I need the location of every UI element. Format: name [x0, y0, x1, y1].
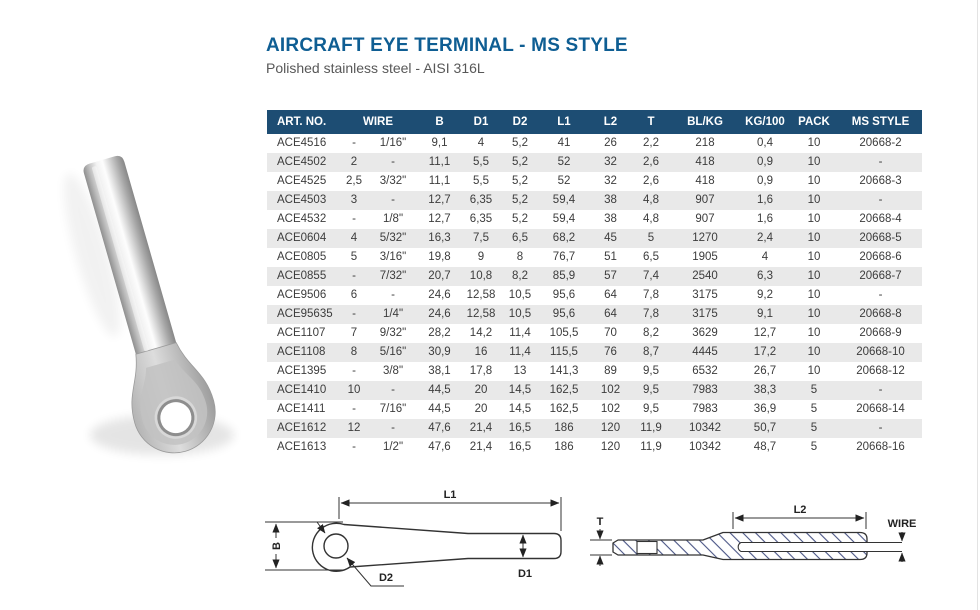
- table-cell: 1905: [692, 251, 718, 263]
- table-cell: 11,1: [428, 156, 451, 168]
- table-cell: -: [878, 289, 883, 301]
- art-no-cell: ACE4516: [277, 137, 327, 149]
- table-cell: 4,8: [643, 213, 659, 225]
- table-row: [267, 153, 922, 172]
- table-cell: 10: [807, 251, 821, 263]
- column-header: ART. NO.: [267, 110, 339, 134]
- table-cell: 41: [557, 137, 571, 149]
- table-row: [267, 400, 922, 419]
- table-cell: 20668-6: [859, 251, 902, 263]
- table-cell: 5,2: [512, 175, 528, 187]
- table-cell: 105,5: [549, 327, 579, 339]
- drawing-side-view: [265, 497, 561, 586]
- table-cell: 20668-2: [859, 137, 902, 149]
- art-no-cell: ACE4532: [277, 213, 327, 225]
- table-cell: 17,8: [469, 365, 493, 377]
- table-cell: 11,9: [640, 441, 662, 453]
- table-row: [267, 229, 922, 248]
- art-no-cell: ACE0604: [277, 232, 327, 244]
- table-cell: 10: [807, 175, 821, 187]
- table-cell: 0,9: [757, 156, 773, 168]
- table-cell: 5/16": [379, 346, 407, 358]
- table-cell: 20668-16: [856, 441, 905, 453]
- table-cell: 120: [600, 422, 621, 434]
- table-cell: 5,5: [473, 175, 489, 187]
- table-cell: 17,2: [753, 346, 777, 358]
- table-row: [267, 362, 922, 381]
- table-cell: 19,8: [428, 251, 451, 263]
- table-cell: 95,6: [552, 308, 576, 320]
- table-cell: 1270: [692, 232, 718, 244]
- table-cell: 9,1: [431, 137, 448, 149]
- page-subtitle: Polished stainless steel - AISI 316L: [266, 60, 485, 76]
- table-cell: 10: [347, 384, 361, 396]
- table-cell: 5,2: [512, 156, 528, 168]
- table-cell: 10: [807, 194, 821, 206]
- table-cell: 10,8: [469, 270, 493, 282]
- column-header: WIRE: [339, 110, 417, 134]
- table-cell: 1/16": [379, 137, 407, 149]
- art-no-cell: ACE9506: [277, 289, 327, 301]
- table-cell: 12,7: [428, 213, 451, 225]
- table-row: [267, 210, 922, 229]
- table-cell: 21,4: [469, 422, 493, 434]
- table-cell: 4,8: [643, 194, 659, 206]
- table-cell: 24,6: [428, 289, 451, 301]
- table-cell: 907: [695, 213, 715, 225]
- table-cell: 20: [474, 403, 488, 415]
- table-row: [267, 134, 922, 153]
- table-cell: 5,5: [473, 156, 489, 168]
- table-cell: 8,2: [512, 270, 528, 282]
- table-cell: 44,5: [428, 384, 451, 396]
- table-cell: 10: [807, 346, 821, 358]
- table-cell: -: [391, 384, 395, 396]
- table-cell: 3175: [692, 289, 718, 301]
- table-cell: 20668-4: [859, 213, 902, 225]
- table-cell: 4: [477, 137, 485, 149]
- art-no-cell: ACE4525: [277, 175, 327, 187]
- art-no-cell: ACE4503: [277, 194, 327, 206]
- table-cell: 162,5: [549, 384, 579, 396]
- table-cell: 20668-8: [859, 308, 902, 320]
- table-cell: 13: [513, 365, 527, 377]
- table-cell: 9,5: [643, 365, 659, 377]
- table-cell: 8,2: [643, 327, 659, 339]
- dim-label-wire: WIRE: [887, 518, 917, 530]
- table-cell: 7,8: [643, 308, 659, 320]
- table-cell: 64: [604, 308, 617, 320]
- table-cell: 26: [604, 137, 617, 149]
- art-no-cell: ACE1612: [277, 422, 327, 434]
- table-cell: 3: [350, 194, 358, 206]
- table-cell: 20668-9: [859, 327, 902, 339]
- table-cell: 6,5: [512, 232, 528, 244]
- table-cell: 12,7: [753, 327, 777, 339]
- table-cell: 10: [807, 232, 821, 244]
- table-cell: 5: [350, 251, 358, 263]
- table-cell: 6532: [692, 365, 718, 377]
- table-cell: 4445: [692, 346, 718, 358]
- table-cell: 5,2: [512, 213, 528, 225]
- table-cell: 10: [807, 289, 821, 301]
- table-cell: 186: [554, 441, 574, 453]
- art-no-cell: ACE1107: [277, 327, 326, 339]
- table-cell: 20668-12: [856, 365, 905, 377]
- table-cell: 7: [350, 327, 358, 339]
- table-cell: 4: [350, 232, 358, 244]
- table-cell: 9/32": [379, 327, 407, 339]
- table-row: [267, 248, 922, 267]
- table-cell: 20,7: [428, 270, 451, 282]
- table-cell: 32: [604, 156, 617, 168]
- table-cell: -: [352, 365, 356, 377]
- column-header: L1: [540, 110, 588, 134]
- column-header: D2: [500, 110, 540, 134]
- table-cell: 5: [810, 441, 818, 453]
- table-cell: 7,4: [643, 270, 659, 282]
- table-cell: 0,4: [757, 137, 773, 149]
- table-cell: 9,1: [757, 308, 773, 320]
- table-row: [267, 343, 922, 362]
- table-cell: 85,9: [552, 270, 576, 282]
- table-cell: 51: [604, 251, 617, 263]
- table-cell: 1/8": [382, 213, 404, 225]
- table-cell: 418: [695, 156, 715, 168]
- table-cell: 1/4": [382, 308, 404, 320]
- product-photo: [40, 140, 255, 470]
- table-cell: 11,9: [640, 422, 662, 434]
- table-cell: 6,35: [469, 213, 493, 225]
- dim-label-b: B: [271, 542, 283, 550]
- table-cell: -: [391, 194, 395, 206]
- table-cell: 10: [807, 156, 821, 168]
- table-cell: 102: [600, 384, 621, 396]
- table-cell: 57: [604, 270, 617, 282]
- table-row: [267, 172, 922, 191]
- table-cell: -: [352, 403, 356, 415]
- table-row: [267, 191, 922, 210]
- table-cell: 5,2: [512, 194, 528, 206]
- table-cell: 10342: [689, 422, 721, 434]
- table-cell: 162,5: [549, 403, 579, 415]
- table-cell: 48,7: [753, 441, 777, 453]
- table-cell: 3629: [692, 327, 718, 339]
- table-row: [267, 267, 922, 286]
- column-header: L2: [588, 110, 633, 134]
- table-cell: 20: [474, 384, 488, 396]
- table-cell: 3/32": [379, 175, 407, 187]
- table-cell: 115,5: [550, 346, 578, 358]
- table-cell: 8: [350, 346, 358, 358]
- column-header: KG/100: [741, 110, 789, 134]
- table-cell: 45: [604, 232, 617, 244]
- table-cell: 12: [347, 422, 361, 434]
- art-no-cell: ACE1410: [277, 384, 327, 396]
- table-cell: -: [878, 422, 883, 434]
- art-no-cell: ACE95635: [277, 308, 333, 320]
- table-cell: 7/32": [379, 270, 407, 282]
- table-cell: 5,2: [512, 137, 528, 149]
- table-cell: 14,5: [508, 384, 532, 396]
- table-cell: 10: [807, 327, 821, 339]
- table-cell: 2,4: [757, 232, 773, 244]
- table-cell: 76,7: [552, 251, 576, 263]
- table-cell: 10342: [689, 441, 721, 453]
- table-cell: 12,7: [428, 194, 451, 206]
- table-cell: 5: [810, 422, 818, 434]
- table-cell: 16,5: [508, 441, 532, 453]
- table-cell: 7983: [692, 403, 718, 415]
- table-cell: 6,35: [469, 194, 493, 206]
- table-cell: 4: [761, 251, 769, 263]
- art-no-cell: ACE4502: [277, 156, 327, 168]
- table-cell: 186: [554, 422, 574, 434]
- table-cell: 9: [477, 251, 485, 263]
- eye-hole-outline: [324, 534, 348, 558]
- table-cell: 5: [810, 403, 818, 415]
- table-cell: 20668-5: [859, 232, 902, 244]
- table-cell: 14,5: [508, 403, 532, 415]
- section-bore: [738, 543, 902, 552]
- table-cell: 418: [695, 175, 715, 187]
- art-no-cell: ACE1108: [277, 346, 326, 358]
- table-cell: 7983: [692, 384, 718, 396]
- table-cell: 70: [604, 327, 617, 339]
- table-cell: 2,5: [346, 175, 362, 187]
- table-cell: 2,6: [643, 156, 659, 168]
- table-row: [267, 305, 922, 324]
- table-cell: -: [352, 308, 356, 320]
- table-cell: 2,2: [643, 137, 659, 149]
- table-cell: 16: [474, 346, 488, 358]
- table-cell: 10: [807, 308, 821, 320]
- column-header: BL/KG: [669, 110, 741, 134]
- table-cell: 44,5: [428, 403, 451, 415]
- table-cell: 68,2: [552, 232, 576, 244]
- table-cell: 7,5: [473, 232, 489, 244]
- drawing-cross-section: [590, 512, 902, 566]
- table-cell: 95,6: [552, 289, 576, 301]
- table-cell: 3/8": [382, 365, 404, 377]
- column-header: B: [417, 110, 462, 134]
- table-cell: 38,3: [753, 384, 777, 396]
- table-cell: 6: [350, 289, 358, 301]
- table-cell: 218: [695, 137, 715, 149]
- table-cell: 10: [807, 137, 821, 149]
- table-row: [267, 381, 922, 400]
- dim-label-d1: D1: [517, 568, 533, 580]
- dim-label-t: T: [596, 516, 604, 528]
- table-cell: 10: [807, 213, 821, 225]
- table-cell: 10,5: [508, 308, 532, 320]
- table-cell: 50,7: [753, 422, 777, 434]
- art-no-cell: ACE1395: [277, 365, 327, 377]
- table-cell: 52: [557, 175, 571, 187]
- table-cell: 24,6: [428, 308, 451, 320]
- table-cell: -: [391, 156, 395, 168]
- table-cell: -: [391, 289, 395, 301]
- table-cell: 11,1: [428, 175, 451, 187]
- spec-table: [267, 110, 922, 457]
- table-cell: 5/32": [379, 232, 407, 244]
- table-cell: 6,5: [643, 251, 659, 263]
- table-cell: 3/16": [379, 251, 407, 263]
- dim-label-l2: L2: [793, 504, 807, 516]
- table-cell: 59,4: [552, 194, 576, 206]
- table-cell: -: [352, 441, 356, 453]
- art-no-cell: ACE0855: [277, 270, 327, 282]
- table-cell: 5: [810, 384, 818, 396]
- table-cell: 64: [604, 289, 617, 301]
- table-row: [267, 438, 922, 457]
- table-cell: 10,5: [508, 289, 532, 301]
- table-cell: 10: [807, 365, 821, 377]
- table-cell: 30,9: [428, 346, 451, 358]
- table-cell: 1/2": [382, 441, 404, 453]
- table-cell: 20668-10: [856, 346, 905, 358]
- table-cell: 52: [557, 156, 571, 168]
- table-cell: 907: [695, 194, 715, 206]
- table-cell: 89: [604, 365, 617, 377]
- table-cell: 59,4: [552, 213, 576, 225]
- table-cell: 9,2: [757, 289, 773, 301]
- table-cell: 2540: [692, 270, 718, 282]
- table-cell: 12,58: [466, 308, 496, 320]
- table-cell: -: [391, 422, 395, 434]
- table-cell: 6,3: [757, 270, 773, 282]
- table-row: [267, 419, 922, 438]
- table-cell: -: [878, 156, 883, 168]
- table-cell: 3175: [692, 308, 718, 320]
- table-cell: -: [878, 384, 883, 396]
- table-cell: 12,58: [466, 289, 496, 301]
- table-cell: 36,9: [753, 403, 777, 415]
- table-cell: 32: [604, 175, 617, 187]
- table-row: [267, 286, 922, 305]
- table-cell: 9,5: [643, 384, 659, 396]
- table-cell: 20668-14: [856, 403, 905, 415]
- table-cell: 21,4: [469, 441, 493, 453]
- table-cell: 5: [647, 232, 655, 244]
- section-eye-hole: [637, 542, 657, 554]
- table-cell: 102: [600, 403, 621, 415]
- column-header: D1: [462, 110, 500, 134]
- dim-label-d2: D2: [378, 572, 394, 584]
- table-cell: 10: [807, 270, 821, 282]
- table-cell: 2: [350, 156, 358, 168]
- table-cell: 1,6: [757, 194, 773, 206]
- table-cell: 20668-3: [859, 175, 902, 187]
- table-cell: 11,4: [509, 327, 531, 339]
- table-cell: 1,6: [757, 213, 773, 225]
- table-cell: 7/16": [379, 403, 407, 415]
- column-header: PACK: [789, 110, 839, 134]
- art-no-cell: ACE1411: [277, 403, 326, 415]
- art-no-cell: ACE1613: [277, 441, 327, 453]
- table-cell: 0,9: [757, 175, 773, 187]
- table-cell: 76: [604, 346, 617, 358]
- table-cell: 47,6: [428, 422, 451, 434]
- table-cell: 9,5: [643, 403, 659, 415]
- table-cell: 38,1: [428, 365, 451, 377]
- table-cell: 26,7: [753, 365, 777, 377]
- table-cell: 7,8: [643, 289, 659, 301]
- table-cell: 38: [604, 213, 617, 225]
- table-cell: -: [352, 270, 356, 282]
- table-cell: 120: [600, 441, 621, 453]
- column-header: T: [633, 110, 669, 134]
- table-cell: 16,3: [428, 232, 451, 244]
- table-cell: 11,4: [509, 346, 531, 358]
- table-cell: 14,2: [469, 327, 493, 339]
- table-cell: 38: [604, 194, 617, 206]
- table-cell: 2,6: [643, 175, 659, 187]
- art-no-cell: ACE0805: [277, 251, 327, 263]
- table-cell: 8,7: [643, 346, 659, 358]
- terminal-outline: [312, 523, 561, 571]
- table-cell: -: [878, 194, 883, 206]
- dim-label-l1: L1: [443, 489, 457, 501]
- table-cell: 20668-7: [859, 270, 902, 282]
- column-header: MS STYLE: [839, 110, 922, 134]
- table-cell: 16,5: [508, 422, 532, 434]
- table-cell: 47,6: [428, 441, 451, 453]
- spec-table-header: [267, 110, 922, 134]
- table-cell: 141,3: [549, 365, 579, 377]
- table-cell: 8: [516, 251, 524, 263]
- table-row: [267, 324, 922, 343]
- table-cell: -: [352, 137, 356, 149]
- technical-drawings: [0, 482, 980, 610]
- page-title: AIRCRAFT EYE TERMINAL - MS STYLE: [266, 35, 628, 56]
- table-cell: -: [352, 213, 356, 225]
- spec-table-body: [267, 134, 922, 457]
- table-cell: 28,2: [428, 327, 451, 339]
